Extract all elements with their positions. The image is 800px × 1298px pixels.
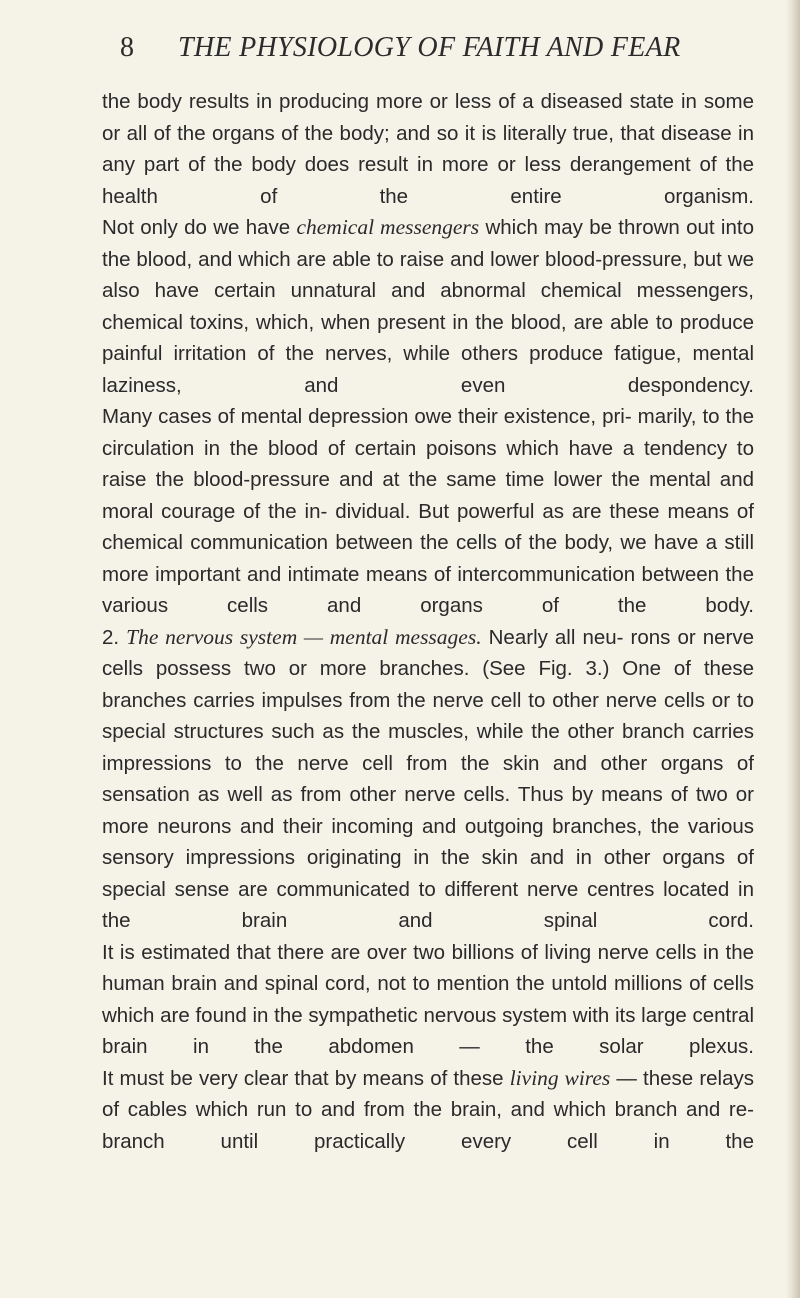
paragraph-text: which may be thrown out into the blood, and which are able to raise and lower blood-pressure, but we also have certain unnatural and abnormal chemical messengers, chemical toxins, which, when present in the blood, are able to produce painful irritation of the nerves, while others produce fatigue, mental laziness, and even despondency.: [102, 216, 754, 397]
italic-phrase: chemical messengers: [296, 215, 480, 239]
paragraph-3: [102, 401, 754, 622]
paragraph-2: [102, 212, 754, 401]
paragraph-6: [102, 1063, 754, 1158]
paragraph-text: Nearly all neu- rons or nerve cells possess two or more branches. (See Fig. 3.) One of these branches carries impulses from the nerve cell to other nerve cells or to special structures such as the muscles, while the other branch carries impressions to the nerve cell from the skin and other organs of sensation as well as from other nerve cells. Thus by means of two or more neurons and their incoming and outgoing branches, the various sensory impressions originating in the skin and in other organs of special sense are communicated to different nerve centres located in the brain and spinal cord.: [102, 625, 754, 932]
paragraph-text: It is estimated that there are over two billions of living nerve cells in the human brain and spinal cord, not to mention the untold millions of cells which are found in the sympathetic nervous system with its large central brain in the abdomen — the solar plexus.: [102, 940, 754, 1058]
page-number: 8: [120, 32, 134, 63]
page-header: [120, 30, 720, 70]
paragraph-text: Not only do we have: [102, 216, 297, 239]
paragraph-4: [102, 622, 754, 937]
body-text: [102, 86, 754, 1157]
paragraph-5: [102, 937, 754, 1063]
running-head: THE PHYSIOLOGY OF FAITH AND FEAR: [178, 32, 681, 63]
paragraph-text: — these relays of cables which run to and from the brain, and which branch and re-branch until practically every cell in the: [102, 1066, 755, 1153]
paragraph-text: 2.: [102, 625, 127, 649]
paragraph-text: Many cases of mental depression owe their existence, pri- marily, to the circulation in the blood of certain poisons which have a tendency to raise the blood-pressure and at the same time lower the mental and moral courage of the in- dividual. But powerful as are these means of chemical communication between the cells of the body, we have a still more important and intimate means of intercommunication between the various cells and organs of the body.: [102, 405, 754, 617]
paragraph-text: It must be very clear that by means of these: [102, 1066, 510, 1090]
italic-phrase: living wires: [509, 1065, 611, 1090]
paragraph-1: [102, 86, 754, 212]
section-heading-italic: The nervous system — mental messages.: [126, 624, 482, 649]
page-edge-shadow: [786, 0, 800, 1298]
paragraph-text: the body results in producing more or less of a diseased state in some or all of the organs of the body; and so it is literally true, that disease in any part of the body does result in more or less derangement of the health of the entire organism.: [102, 90, 754, 208]
